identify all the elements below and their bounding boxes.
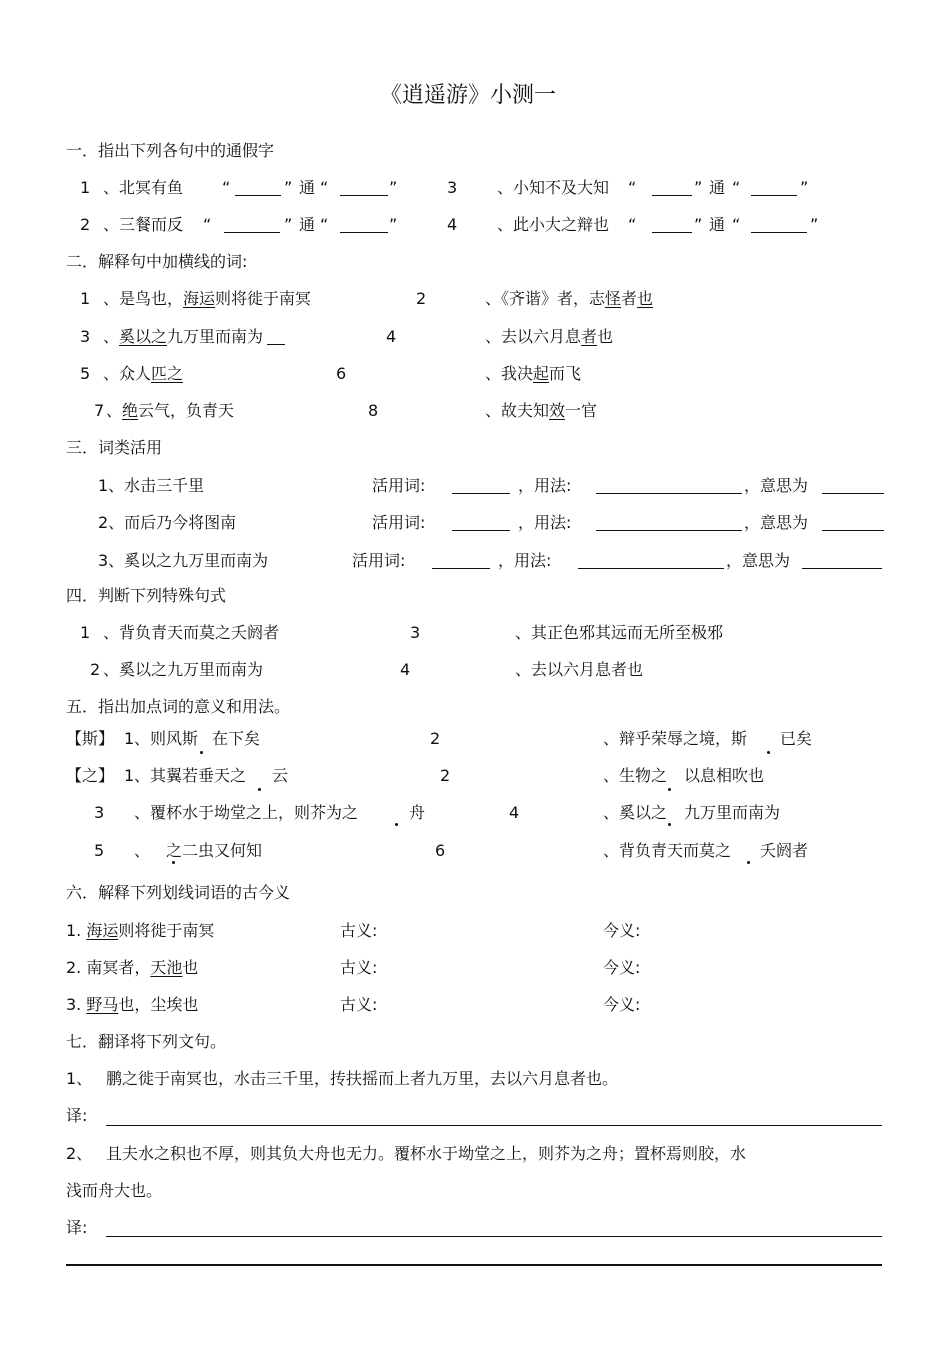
s1-q2-open2: “ (320, 215, 329, 234)
s1-q3-sentence: 、小知不及大知 (497, 178, 610, 197)
s2-item6: 、我决起而飞 (485, 364, 582, 383)
s1-q1-close2: ” (389, 178, 398, 197)
s3-item2-label-meaning: ，意思为 (744, 513, 809, 532)
s4-item1-text: 、背负青天而莫之夭阏者 (103, 623, 280, 642)
s1-q4-open2: “ (732, 215, 741, 234)
s1-q3-close1: ” (694, 178, 703, 197)
s2-item8: 、故夫知效一官 (485, 401, 598, 420)
s5-r3b-a: 、奚以之 (603, 803, 668, 822)
s5-r4b-num: 6 (435, 841, 446, 860)
s7-q2-answer-line[interactable] (106, 1236, 882, 1237)
s6-item3: 3. 野马也，尘埃也 (66, 995, 199, 1014)
s5-zhi-tag: 【之】 (66, 766, 115, 785)
s6-item2: 2. 南冥者，天池也 (66, 958, 199, 977)
s5-r2b-num: 2 (440, 766, 451, 785)
emphasis-dot (172, 861, 175, 864)
s1-q1-close1: ” (284, 178, 293, 197)
s2-item2-num: 2 (416, 289, 427, 308)
s1-q2-open1: “ (203, 215, 212, 234)
s1-q4-close2: ” (810, 215, 819, 234)
section-2-heading: 二．解释句中加横线的词: (66, 252, 248, 271)
emphasis-dot (668, 788, 671, 791)
s1-q4-sentence: 、此小大之辩也 (497, 215, 610, 234)
section-3-heading: 三．词类活用 (66, 438, 163, 457)
s5-r3b-num: 4 (509, 803, 520, 822)
page-bottom-divider (66, 1264, 882, 1266)
s2-item6-num: 6 (336, 364, 347, 383)
s1-q1-blank1[interactable] (235, 178, 281, 198)
s1-q1-open2: “ (320, 178, 329, 197)
section-7-heading: 七．翻译将下列文句。 (66, 1032, 227, 1051)
s5-r3b-b: 九万里而南为 (684, 803, 781, 822)
s5-r1a-a: 、则风斯 (134, 729, 199, 748)
s3-item1: 1、水击三千里 (98, 476, 205, 495)
s4-item3-text: 、其正色邪其远而无所至极邪 (515, 623, 724, 642)
s5-r2b-b: 以息相吹也 (684, 766, 765, 785)
s1-q2-num: 2 (80, 215, 91, 234)
s6-item2-gu-label: 古义: (340, 958, 378, 977)
s6-item1: 1. 海运则将徙于南冥 (66, 921, 215, 940)
s7-q2-text: 且夫水之积也不厚，则其负大舟也无力。覆杯水于坳堂之上，则芥为之舟；置杯焉则胶，水 (106, 1144, 747, 1163)
s6-item2-jin-label: 今义: (603, 958, 641, 977)
s7-q1-num: 1、 (66, 1069, 93, 1088)
s3-item1-label-meaning: ，意思为 (744, 476, 809, 495)
s7-q2-yi-label: 译: (66, 1218, 88, 1237)
s1-q4-open1: “ (628, 215, 637, 234)
s3-item3-label-meaning: ，意思为 (726, 551, 791, 570)
s1-q1-num: 1 (80, 178, 91, 197)
s2-item5: 、众人匹之 (103, 364, 184, 383)
s2-item4-num: 4 (386, 327, 397, 346)
s5-r2a-a: 、其翼若垂天之 (134, 766, 247, 785)
s5-r1b-b: 已矣 (780, 729, 813, 748)
s3-item1-label-usage: ，用法: (518, 476, 572, 495)
s3-item3-word-blank[interactable] (432, 551, 490, 571)
s3-item3-label-usage: ，用法: (498, 551, 552, 570)
s1-q3-close2: ” (800, 178, 809, 197)
s7-q2-text-cont: 浅而舟大也。 (66, 1181, 163, 1200)
s6-item1-gu-label: 古义: (340, 921, 378, 940)
s2-item7: 、绝云气，负青天 (106, 401, 235, 420)
s4-item2-text: 、奚以之九万里而南为 (103, 660, 264, 679)
s1-q2-close2: ” (389, 215, 398, 234)
s4-item4-text: 、去以六月息者也 (515, 660, 644, 679)
s5-r4b-b: 夭阏者 (760, 841, 809, 860)
s4-item2-num: 2 (90, 660, 101, 679)
emphasis-dot (395, 823, 398, 826)
s1-q4-close1: ” (694, 215, 703, 234)
s5-r3a-a: 、覆杯水于坳堂之上，则芥为之 (134, 803, 359, 822)
s1-q2-blank2[interactable] (340, 215, 388, 235)
s5-r1a-num: 1 (124, 729, 135, 748)
s3-item2-label-word: 活用词: (372, 513, 426, 532)
s1-q2-tong: 通 (299, 215, 316, 234)
s3-item2-meaning-blank[interactable] (822, 513, 884, 533)
emphasis-dot (258, 788, 261, 791)
s1-q3-blank2[interactable] (751, 178, 797, 198)
s3-item2-label-usage: ，用法: (518, 513, 572, 532)
s2-item7-num: 7 (94, 401, 105, 420)
s3-item1-word-blank[interactable] (452, 476, 510, 496)
s3-item3-label-word: 活用词: (352, 551, 406, 570)
s5-r1b-num: 2 (430, 729, 441, 748)
s6-item1-jin-label: 今义: (603, 921, 641, 940)
s5-r1b-a: 、辩乎荣辱之境，斯 (603, 729, 748, 748)
s3-item3-meaning-blank[interactable] (802, 551, 882, 571)
s1-q2-close1: ” (284, 215, 293, 234)
s5-si-tag: 【斯】 (66, 729, 115, 748)
s5-r3a-num: 3 (94, 803, 105, 822)
s4-item4-num: 4 (400, 660, 411, 679)
s1-q3-open2: “ (732, 178, 741, 197)
s3-item2: 2、而后乃今将图南 (98, 513, 237, 532)
s1-q1-sentence: 、北冥有鱼 (103, 178, 184, 197)
s3-item3: 3、奚以之九万里而南为 (98, 551, 269, 570)
s1-q1-open1: “ (222, 178, 231, 197)
s1-q4-tong: 通 (709, 215, 726, 234)
s1-q1-blank2[interactable] (340, 178, 388, 198)
page-title: 《逍遥游》小测一 (380, 83, 557, 108)
s1-q3-num: 3 (447, 178, 458, 197)
s5-r4a-a: 、 (134, 841, 151, 860)
s5-r3a-b: 舟 (409, 803, 426, 822)
s1-q3-open1: “ (628, 178, 637, 197)
section-6-heading: 六．解释下列划线词语的古今义 (66, 883, 291, 902)
emphasis-dot (767, 751, 770, 754)
s5-r1a-b: 在下矣 (212, 729, 261, 748)
s5-r2a-num: 1 (124, 766, 135, 785)
s7-q1-answer-line[interactable] (106, 1125, 882, 1126)
s1-q4-blank1[interactable] (652, 215, 692, 235)
s1-q4-num: 4 (447, 215, 458, 234)
section-4-heading: 四．判断下列特殊句式 (66, 586, 227, 605)
s1-q3-blank1[interactable] (652, 178, 692, 198)
s2-item1: 、是鸟也，海运则将徙于南冥 (103, 289, 312, 308)
s3-item1-label-word: 活用词: (372, 476, 426, 495)
s3-item3-usage-blank[interactable] (578, 551, 724, 571)
s2-item1-num: 1 (80, 289, 91, 308)
s3-item2-word-blank[interactable] (452, 513, 510, 533)
s3-item2-usage-blank[interactable] (596, 513, 742, 533)
s7-q1-text: 鹏之徙于南冥也，水击三千里，抟扶摇而上者九万里，去以六月息者也。 (106, 1069, 619, 1088)
s7-q2-num: 2、 (66, 1144, 93, 1163)
emphasis-dot (747, 861, 750, 864)
s1-q3-tong: 通 (709, 178, 726, 197)
s1-q1-tong: 通 (299, 178, 316, 197)
s1-q2-sentence: 、三餐而反 (103, 215, 184, 234)
section-5-heading: 五．指出加点词的意义和用法。 (66, 697, 291, 716)
section-1-heading: 一．指出下列各句中的通假字 (66, 141, 275, 160)
s6-item3-jin-label: 今义: (603, 995, 641, 1014)
s2-item4: 、去以六月息者也 (485, 327, 614, 346)
s2-item3-num: 3 (80, 327, 91, 346)
emphasis-dot (200, 751, 203, 754)
s3-item1-meaning-blank[interactable] (822, 476, 884, 496)
s3-item1-usage-blank[interactable] (596, 476, 742, 496)
s6-item3-gu-label: 古义: (340, 995, 378, 1014)
s5-r4a-b: 之二虫又何知 (166, 841, 263, 860)
s7-q1-yi-label: 译: (66, 1106, 88, 1125)
s1-q2-blank1[interactable] (224, 215, 280, 235)
s4-item3-num: 3 (410, 623, 421, 642)
s5-r2b-a: 、生物之 (603, 766, 668, 785)
s2-item8-num: 8 (368, 401, 379, 420)
s2-item2: 、《齐谐》者，志怪者也 (485, 289, 654, 308)
s5-r4b-a: 、背负青天而莫之 (603, 841, 732, 860)
s2-item5-num: 5 (80, 364, 91, 383)
s2-item3: 、奚以之九万里而南为 (103, 327, 285, 347)
s4-item1-num: 1 (80, 623, 91, 642)
s5-r2a-b: 云 (272, 766, 289, 785)
s1-q4-blank2[interactable] (751, 215, 807, 235)
emphasis-dot (668, 823, 671, 826)
s5-r4a-num: 5 (94, 841, 105, 860)
